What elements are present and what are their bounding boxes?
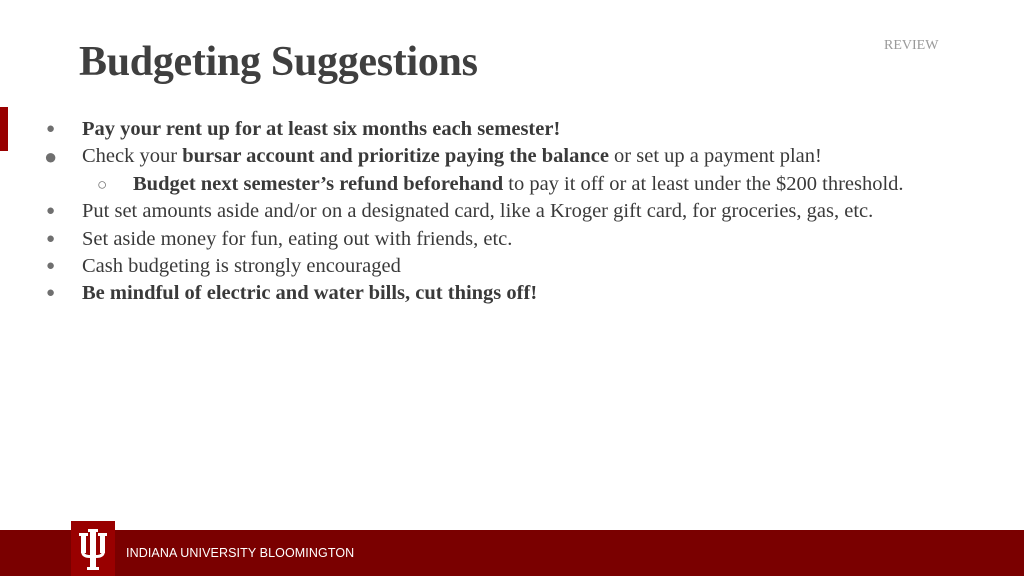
iu-trident-logo-icon (71, 521, 115, 576)
bullet-item (0, 280, 1024, 307)
bullet-text (133, 171, 904, 198)
slide-title: Budgeting Suggestions (79, 39, 478, 85)
bullet-dot-icon: ● (46, 203, 56, 220)
bullet-text-segment: Put set amounts aside and/or on a designated card, like a Kroger gift card, for groceries, gas, etc. (82, 200, 874, 223)
bullet-text (82, 226, 512, 253)
bullet-dot-icon: ● (46, 285, 56, 302)
bullet-dot-icon: ● (46, 230, 56, 247)
bullet-text-segment: Check your (82, 145, 183, 168)
bullet-text-bold: Be mindful of electric and water bills, cut things off! (82, 282, 538, 305)
bullet-text-segment: to pay it off or at least under the $200 threshold. (503, 172, 904, 195)
bullet-circle-icon: ○ (97, 174, 108, 194)
bullet-item (0, 253, 1024, 280)
bullet-dot-icon: ● (46, 121, 56, 137)
bullet-text-segment: Set aside money for fun, eating out with friends, etc. (82, 227, 513, 250)
bullet-text (82, 253, 401, 280)
bullet-text (82, 198, 873, 225)
bullet-text (82, 143, 822, 170)
bullet-text-bold: Pay your rent up for at least six months each semester! (82, 118, 561, 140)
sub-bullet-item (0, 171, 1024, 198)
bullet-item (0, 143, 1024, 170)
bullet-text-segment: Cash budgeting is strongly encouraged (82, 254, 401, 277)
bullet-text-bold: bursar account and prioritize paying the balance (182, 145, 609, 168)
bullet-dot-icon: ● (44, 144, 58, 170)
bullet-text (82, 280, 537, 307)
bullet-text-bold: Budget next semester’s refund beforehand (133, 172, 504, 195)
bullet-item (0, 198, 1024, 225)
bullet-item (0, 226, 1024, 253)
bullet-text (82, 116, 560, 143)
bullet-item (0, 116, 1024, 143)
bullet-list (0, 116, 1024, 308)
bullet-dot-icon: ● (46, 257, 56, 274)
bullet-text-segment: or set up a payment plan! (608, 145, 822, 168)
footer-institution-name: INDIANA UNIVERSITY BLOOMINGTON (126, 546, 355, 560)
review-tag: REVIEW (884, 38, 939, 53)
